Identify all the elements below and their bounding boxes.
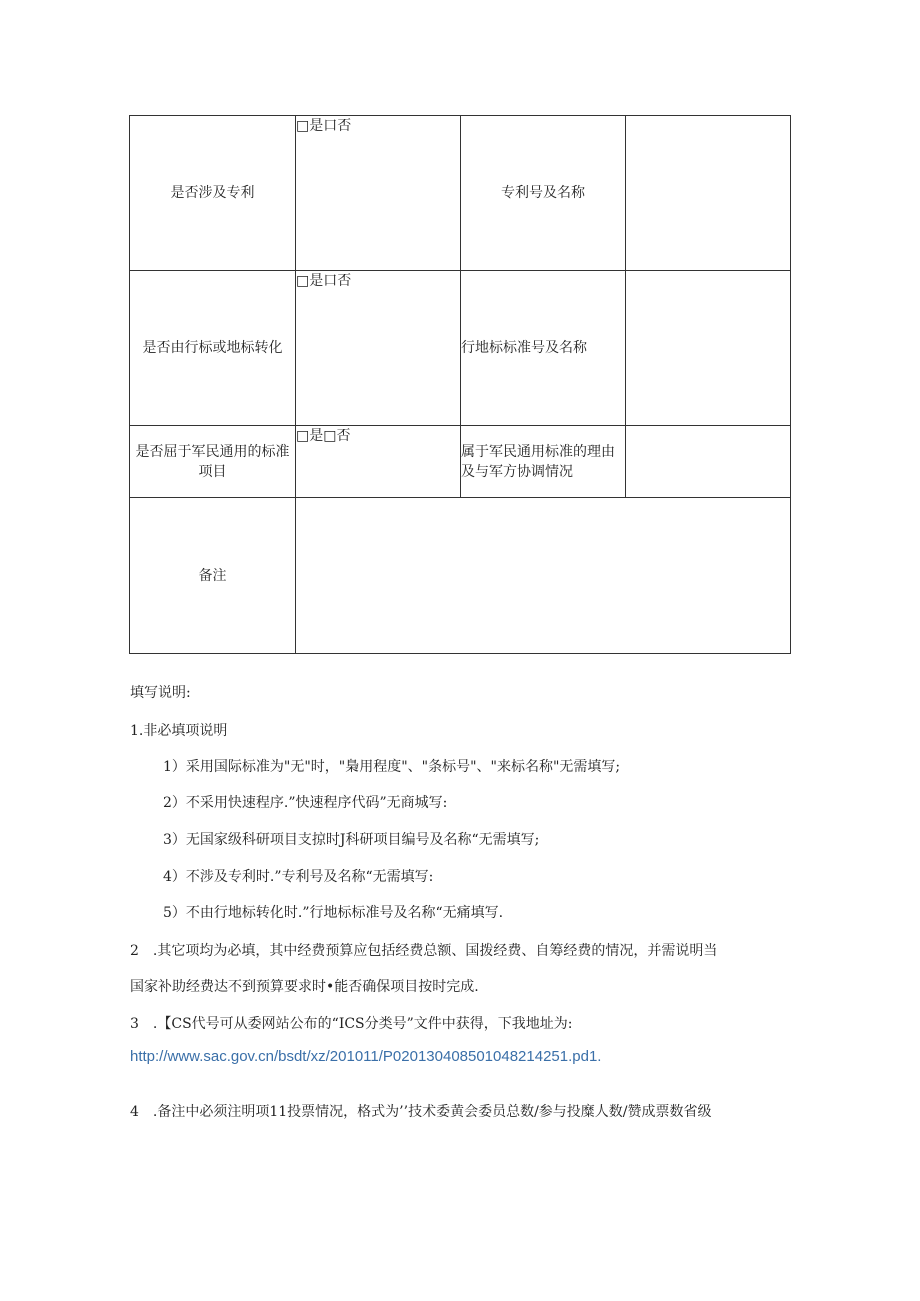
item-1-sub-3: 3）无国家级科研项目支掠时J科研项目编号及名称“无需填写; — [163, 832, 540, 848]
remarks-label: 备注 — [130, 498, 296, 654]
military-civil-row — [130, 426, 791, 498]
item-1-sub-1: 1）采用国际标准为"无"时，"梟用程度"、"条标号"、"来标名称"无需填写; — [163, 759, 621, 775]
conversion-label: 是否由行标或地标转化 — [130, 271, 296, 426]
item-4: 4 .备注中必须注明项11投票情况，格式为’’技术委黄会委员总数/参与投糜人数/赞成票数省级 — [130, 1104, 712, 1120]
patent-number-value[interactable] — [626, 116, 791, 271]
item-2-line-1: 2 .其它项均为必填，其中经费预算应包括经费总额、国拨经费、自筹经费的情况，并需说明当 — [130, 943, 718, 959]
conversion-yes-no-checkbox[interactable]: □是口否 — [296, 271, 461, 426]
remarks-value[interactable] — [296, 498, 791, 654]
item-1-sub-2: 2）不采用快速程序.”快速程序代码”无商城写: — [163, 795, 448, 811]
item-1-title: 1.非必填项说明 — [130, 723, 228, 739]
item-2-line-2: 国家补助经费达不到预算要求时•能否确保项目按时完成. — [130, 979, 479, 995]
item-1-sub-4: 4）不涉及专利时.”专利号及名称“无需填写: — [163, 869, 434, 885]
patent-label: 是否涉及专利 — [130, 116, 296, 271]
item-3: 3 .【CS代号可从委网站公布的“ICS分类号”文件中获得，下我地址为: — [130, 1016, 573, 1032]
patent-yes-no-checkbox[interactable]: □是口否 — [296, 116, 461, 271]
patent-number-label: 专利号及名称 — [461, 116, 626, 271]
project-form-table — [129, 115, 791, 654]
instructions-heading: 填写说明: — [130, 685, 191, 701]
remarks-row — [130, 498, 791, 654]
conversion-row — [130, 271, 791, 426]
standard-number-label: 行地标标准号及名称 — [461, 271, 626, 426]
military-civil-reason-value[interactable] — [626, 426, 791, 498]
ics-download-link[interactable]: http://www.sac.gov.cn/bsdt/xz/201011/P020130408501048214251.pd1. — [130, 1048, 602, 1065]
military-civil-yes-no-checkbox[interactable]: □是□否 — [296, 426, 461, 498]
military-civil-label: 是否屈于军民通用的标准项目 — [130, 426, 296, 498]
patent-row — [130, 116, 791, 271]
standard-number-value[interactable] — [626, 271, 791, 426]
military-civil-reason-label: 属于军民通用标准的理由及与军方协调情况 — [461, 426, 626, 498]
item-1-sub-5: 5）不由行地标转化时.”行地标标准号及名称“无痛填写. — [163, 905, 504, 921]
